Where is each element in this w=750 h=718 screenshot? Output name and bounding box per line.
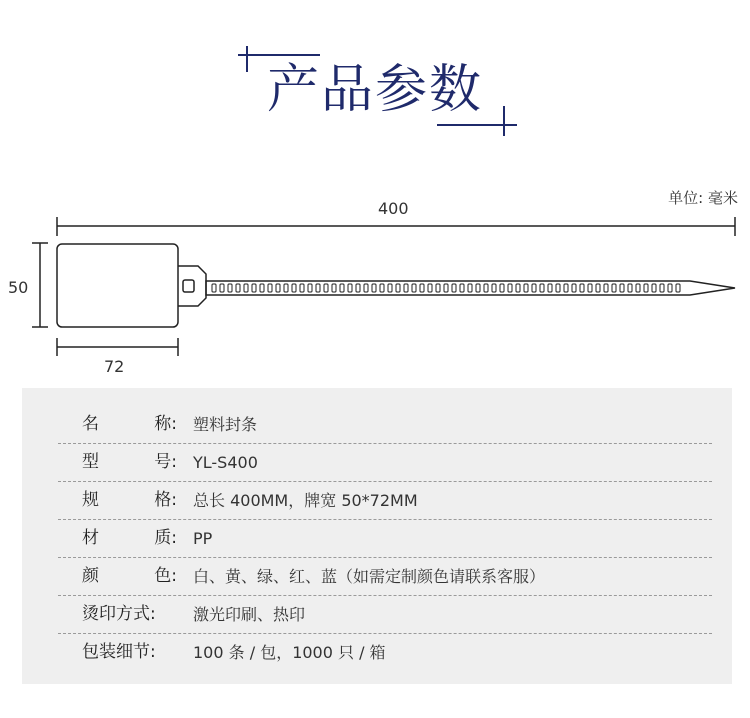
spec-value: PP [193,529,213,548]
spec-value: 白、黄、绿、红、蓝（如需定制颜色请联系客服） [193,567,546,586]
width-dimension-label: 72 [104,357,125,376]
spec-row [58,596,712,634]
spec-row [58,520,712,558]
spec-row [58,634,712,671]
spec-label [82,482,177,519]
spec-table [22,388,732,684]
height-dimension-label: 50 [8,278,29,297]
spec-row [58,482,712,520]
spec-value: YL-S400 [193,453,258,472]
spec-row [58,444,712,482]
spec-label-text: 称: [154,414,177,434]
spec-label-text: 包装细节: [82,642,156,662]
spec-label-text: 格: [154,490,177,510]
spec-label [82,520,177,557]
length-dimension-label: 400 [378,199,409,218]
spec-label-text: 规 [82,490,99,510]
spec-label-text: 质: [154,528,177,548]
spec-label [82,444,177,481]
spec-label-text: 烫印方式: [82,604,156,624]
spec-label [82,406,177,443]
spec-label-text: 材 [82,528,99,548]
spec-label [82,558,177,595]
spec-label [82,634,177,671]
unit-label: 单位: 毫米 [668,189,738,207]
spec-value: 塑料封条 [193,415,258,434]
spec-value: 总长 400MM，牌宽 50*72MM [193,491,418,510]
spec-label-text: 名 [82,414,99,434]
spec-label-text: 型 [82,452,99,472]
spec-row [58,558,712,596]
strap-teeth [212,284,680,292]
page-title: 产品参数 [266,60,483,120]
spec-label-text: 颜 [82,566,99,586]
spec-row [58,406,712,444]
spec-label-text: 号: [154,452,177,472]
tag-plate [57,244,178,327]
spec-label [82,596,177,633]
lock-head [178,266,206,306]
seal-drawing [0,200,750,360]
spec-label-text: 色: [154,566,177,586]
spec-value: 100 条 / 包，1000 只 / 箱 [193,643,386,662]
spec-value: 激光印刷、热印 [193,605,306,624]
